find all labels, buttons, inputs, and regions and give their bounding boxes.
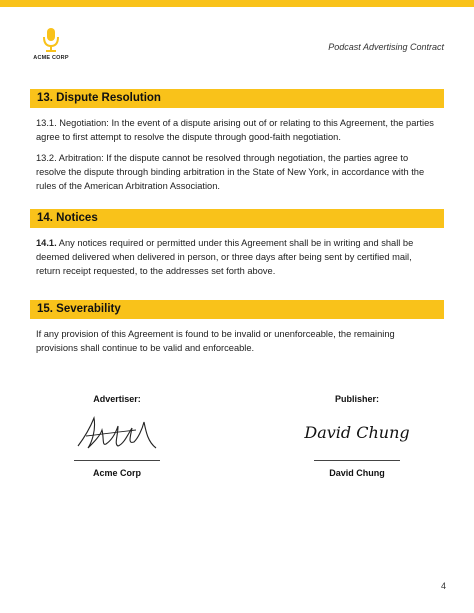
top-accent-bar [0, 0, 474, 7]
document-title: Podcast Advertising Contract [328, 42, 444, 52]
company-logo [31, 27, 71, 61]
company-name: ACME CORP [33, 55, 69, 61]
section-heading: 15. Severability [37, 303, 121, 315]
page-number: 4 [440, 581, 446, 591]
paragraph-notices: 14.1. Any notices required or permitted under this Agreement shall be in writing and shall be deemed delivered when delivered in person, or three days after being sent by certified mail, return receipt requested, to the addresses set forth above. [36, 238, 414, 277]
advertiser-signature-line [74, 460, 160, 461]
section-header-notices [30, 209, 444, 228]
advertiser-signature-block [57, 394, 177, 478]
section-heading: 13. Dispute Resolution [37, 92, 161, 104]
paragraph-arbitration: 13.2. Arbitration: If the dispute cannot be resolved through negotiation, the parties agree to resolve the dispute through binding arbitration in the State of New York, in accordance with the rules of the American Arbitration Association. [36, 153, 425, 192]
advertiser-name: Acme Corp [92, 468, 141, 478]
advertiser-label: Advertiser: [93, 394, 141, 404]
publisher-signature-line [314, 460, 400, 461]
section-header-severability [30, 300, 444, 319]
clause-number: 14.1. [36, 238, 57, 248]
microphone-icon [42, 27, 60, 53]
paragraph-severability: If any provision of this Agreement is found to be invalid or unenforceable, the remaining provisions shall continue to be valid and enforceable. [36, 329, 395, 354]
publisher-name: David Chung [329, 468, 385, 478]
publisher-label: Publisher: [334, 394, 379, 404]
publisher-signature-block [297, 394, 417, 478]
publisher-signature: David Chung [304, 423, 410, 442]
section-header-dispute-resolution [30, 89, 444, 108]
paragraph-negotiation: 13.1. Negotiation: In the event of a dispute arising out of or relating to this Agreement, the parties agree to first attempt to resolve the dispute through good-faith negotiation. [36, 118, 434, 143]
section-heading: 14. Notices [37, 212, 98, 224]
advertiser-signature [72, 408, 162, 454]
